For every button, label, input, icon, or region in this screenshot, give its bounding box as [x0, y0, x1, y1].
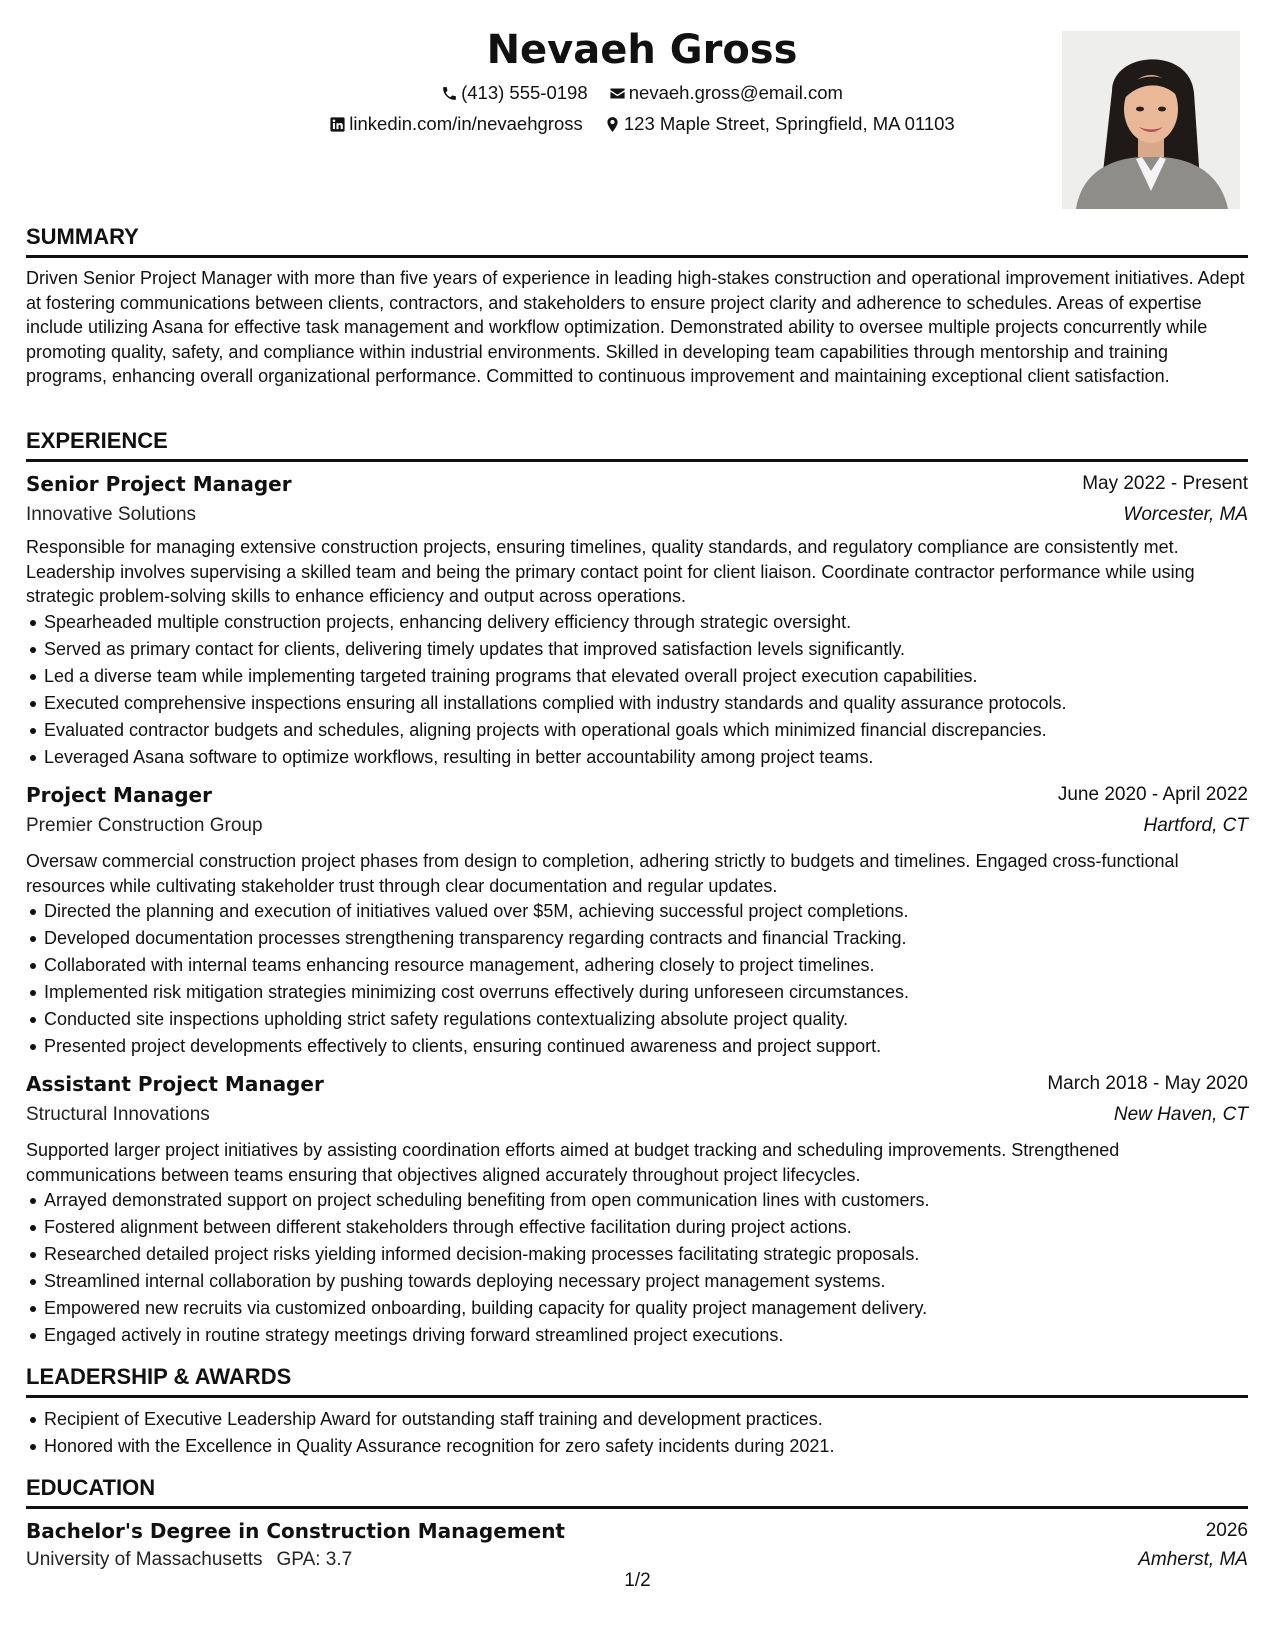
envelope-icon: [609, 85, 626, 102]
list-item: Researched detailed project risks yielding informed decision-making processes facilitating strategic proposals.: [26, 1241, 1248, 1268]
list-item: Evaluated contractor budgets and schedules, aligning projects with operational goals which minimized financial discrepancies.: [26, 717, 1248, 744]
list-item: Presented project developments effectively to clients, ensuring continued awareness and project support.: [26, 1033, 1248, 1060]
job-1-bullets: [26, 609, 1248, 770]
job-description: Supported larger project initiatives by assisting coordination efforts aimed at budget tracking and scheduling improvements. Strengthened communications between teams ensuring that objectives aligned accurately throughout project lifecycles.: [26, 1140, 1120, 1185]
list-item: Empowered new recruits via customized onboarding, building capacity for quality project management delivery.: [26, 1295, 1248, 1322]
list-item: Fostered alignment between different stakeholders through effective facilitation during project actions.: [26, 1214, 1248, 1241]
job-description: Oversaw commercial construction project phases from design to completion, adhering strictly to budgets and timelines. Engaged cross-functional resources while cultivating stakeholder trust through clear documentation and regular updates.: [26, 851, 1179, 896]
address-contact: [604, 112, 955, 136]
job-2-bullets: [26, 898, 1248, 1059]
job-dates: May 2022 - Present: [1082, 473, 1248, 494]
company-name: Structural Innovations: [26, 1104, 210, 1125]
list-item: Executed comprehensive inspections ensuring all installations complied with industry standards and quality assurance protocols.: [26, 690, 1248, 717]
degree-name: Bachelor's Degree in Construction Management: [26, 1519, 565, 1543]
list-item: Led a diverse team while implementing targeted training programs that elevated overall project execution capabilities.: [26, 663, 1248, 690]
list-item: Collaborated with internal teams enhancing resource management, adhering closely to project timelines.: [26, 952, 1248, 979]
job-dates: March 2018 - May 2020: [1047, 1073, 1248, 1094]
job-2-subheader: [26, 811, 1248, 841]
job-3-bullets: [26, 1187, 1248, 1348]
linkedin-contact[interactable]: [329, 112, 582, 136]
email-address[interactable]: nevaeh.gross@email.com: [628, 82, 843, 103]
education-heading: EDUCATION: [26, 1474, 1248, 1509]
profile-photo: [1062, 31, 1240, 209]
gpa: GPA: 3.7: [276, 1549, 353, 1570]
experience-heading: EXPERIENCE: [26, 427, 1248, 462]
list-item: Implemented risk mitigation strategies minimizing cost overruns effectively during unforeseen circumstances.: [26, 979, 1248, 1006]
job-1-subheader: [26, 500, 1248, 530]
job-1-header: [26, 469, 1248, 499]
job-3-header: [26, 1069, 1248, 1099]
leadership-bullets: [26, 1406, 1248, 1460]
list-item: Arrayed demonstrated support on project scheduling benefiting from open communication lines with customers.: [26, 1187, 1248, 1214]
map-pin-icon: [604, 116, 621, 133]
list-item: Honored with the Excellence in Quality Assurance recognition for zero safety incidents during 2021.: [26, 1433, 1248, 1460]
email-contact[interactable]: [609, 81, 843, 105]
list-item: Engaged actively in routine strategy meetings driving forward streamlined project executions.: [26, 1322, 1248, 1349]
resume-header: [26, 20, 1249, 216]
linkedin-url[interactable]: linkedin.com/in/nevaehgross: [349, 113, 583, 134]
list-item: Spearheaded multiple construction projects, enhancing delivery efficiency through strategic oversight.: [26, 609, 1248, 636]
list-item: Streamlined internal collaboration by pushing towards deploying necessary project management systems.: [26, 1268, 1248, 1295]
company-name: Innovative Solutions: [26, 504, 197, 525]
list-item: Leveraged Asana software to optimize workflows, resulting in better accountability among project teams.: [26, 744, 1248, 771]
page-number: 1/2: [624, 1570, 651, 1591]
summary-text: Driven Senior Project Manager with more than five years of experience in leading high-stakes construction and operational improvement initiatives. Adept at fostering communications between clients, contractors, and stakeholders to ensure project clarity and adherence to schedules. Areas of expertise include utilizing Asana for effective task management and workflow optimization. Demonstrated ability to oversee multiple projects concurrently while promoting quality, safety, and compliance within industrial environments. Skilled in developing team capabilities through mentorship and training programs, enhancing overall organizational performance. Committed to continuous improvement and maintaining exceptional client satisfaction.: [26, 268, 1245, 386]
job-3-subheader: [26, 1100, 1248, 1130]
summary-heading: SUMMARY: [26, 223, 1248, 258]
list-item: Developed documentation processes strengthening transparency regarding contracts and financial Tracking.: [26, 925, 1248, 952]
phone-contact: [441, 81, 588, 105]
candidate-name: Nevaeh Gross: [486, 27, 798, 73]
list-item: Recipient of Executive Leadership Award for outstanding staff training and development practices.: [26, 1406, 1248, 1433]
job-location: Hartford, CT: [1143, 815, 1248, 836]
job-location: Worcester, MA: [1123, 504, 1248, 525]
leadership-heading: LEADERSHIP & AWARDS: [26, 1363, 1248, 1398]
company-name: Premier Construction Group: [26, 815, 263, 836]
linkedin-icon: [329, 116, 346, 133]
phone-number: (413) 555-0198: [461, 82, 588, 103]
job-description: Responsible for managing extensive construction projects, ensuring timelines, quality standards, and regulatory compliance are consistently met. Leadership involves supervising a skilled team and being the primary contact point for client liaison. Coordinate contractor performance while using strategic problem-solving skills to enhance efficiency and output across operations.: [26, 537, 1195, 606]
job-location: New Haven, CT: [1113, 1104, 1248, 1125]
education-header: [26, 1516, 1248, 1546]
job-title: Senior Project Manager: [26, 472, 292, 496]
list-item: Conducted site inspections upholding strict safety regulations contextualizing absolute project quality.: [26, 1006, 1248, 1033]
school-location: Amherst, MA: [1138, 1549, 1248, 1570]
job-title: Assistant Project Manager: [26, 1072, 324, 1096]
job-dates: June 2020 - April 2022: [1057, 784, 1248, 805]
job-title: Project Manager: [26, 783, 212, 807]
list-item: Served as primary contact for clients, delivering timely updates that improved satisfaction levels significantly.: [26, 636, 1248, 663]
job-2-header: [26, 780, 1248, 810]
street-address: 123 Maple Street, Springfield, MA 01103: [623, 113, 955, 134]
list-item: Directed the planning and execution of initiatives valued over $5M, achieving successful project completions.: [26, 898, 1248, 925]
phone-icon: [441, 85, 458, 102]
graduation-year: 2026: [1205, 1520, 1248, 1541]
school-name: University of Massachusetts: [26, 1549, 263, 1570]
